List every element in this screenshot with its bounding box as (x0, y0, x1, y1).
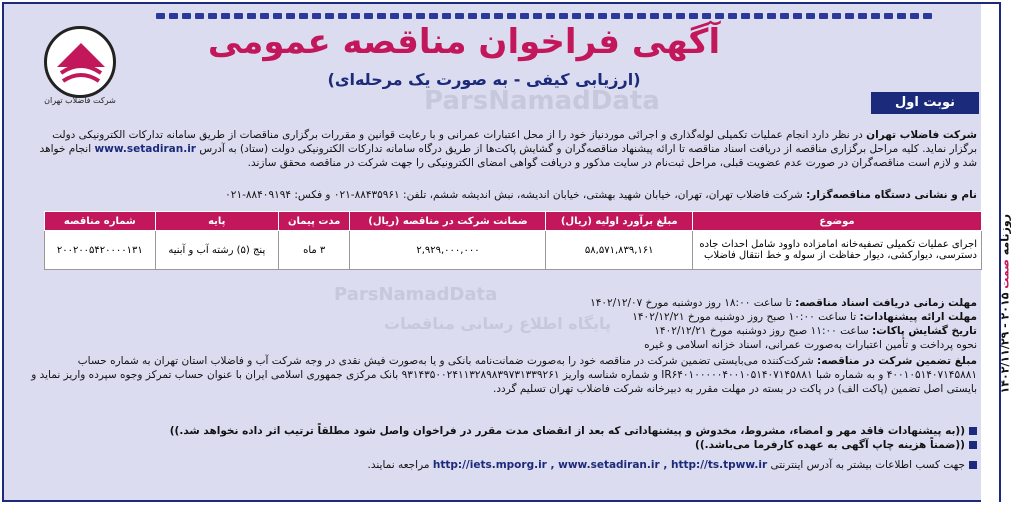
cell-number: ۲۰۰۲۰۰۵۴۲۰۰۰۰۱۳۱ (45, 231, 156, 270)
setad-link[interactable]: www.setadiran.ir (94, 143, 196, 155)
col-duration: مدت پیمان (278, 212, 349, 231)
paper-brand: صمت (998, 259, 1011, 289)
note-2-text: ((ضمناً هزینه چاپ آگهی به عهده کارفرما می‌باشد.)) (695, 439, 965, 451)
notice-title: آگهی فراخوان مناقصه عمومی (207, 22, 721, 62)
watermark-persian: پایگاه اطلاع رسانی مناقصات (384, 314, 612, 333)
address-text: شرکت فاضلاب تهران، تهران، خیابان شهید بهشتی، خیابان اندیشه، نبش اندیشه ششم، تلفن: ۸۸۴۳۵۹۶۱-۰۲۱ و فکس: ۸۸۴۰۹۱۹۴-۰۲۱ (225, 189, 807, 201)
company-logo-icon (44, 26, 116, 98)
intro-text-2: انجام خواهد شد و لازم است مناقصه‌گران در صورت عدم عضویت قبلی، مراحل ثبت‌نام در سایت مذکور و دریافت گواهی امضای الکترونیکی را جهت شرکت در مناقصه محقق سازند. (39, 143, 977, 169)
opening-date (24, 324, 977, 338)
cell-subject: اجرای عملیات تکمیلی تصفیه‌خانه امامزاده داوود شامل احداث جاده دسترسی، دیوارکشی، دیوار حفاظت از سوله و خط انتقال فاضلاب (693, 231, 982, 270)
address-line (24, 188, 977, 202)
payment-method: نحوه پرداخت و تأمین اعتبارات به‌صورت عمرانی، اسناد خزانه اسلامی و غیره (644, 339, 977, 351)
intro-paragraph (24, 128, 977, 170)
cell-grade: پنج (۵) رشته آب و آبنیه (155, 231, 278, 270)
bullet-icon (969, 427, 977, 435)
top-dot-border (154, 4, 934, 12)
note-3 (24, 458, 977, 472)
notice-subtitle: (ارزیابی کیفی - به صورت یک مرحله‌ای) (327, 70, 641, 89)
cell-duration: ۳ ماه (278, 231, 349, 270)
watermark-top: ParsNamadData (424, 86, 660, 116)
bullet-icon (969, 461, 977, 469)
address-label: نام و نشانی دستگاه مناقصه‌گزار: (806, 189, 977, 201)
offer-label: مهلت ارائه پیشنهادات: (859, 311, 977, 323)
intro-lead: شرکت فاضلاب تهران (866, 129, 977, 141)
bullet-icon (969, 441, 977, 449)
note-1 (24, 424, 977, 438)
note-3-post: مراجعه نمایند. (367, 459, 433, 471)
docs-label: مهلت زمانی دریافت اسناد مناقصه: (795, 297, 977, 309)
offer-deadline (24, 310, 977, 324)
col-estimate: مبلغ برآورد اولیه (ریال) (546, 212, 693, 231)
open-value: ساعت ۱۱:۰۰ صبح روز دوشنبه مورخ ۱۴۰۲/۱۲/۲۱ (654, 325, 873, 337)
docs-deadline (24, 296, 977, 310)
guarantee-text: شرکت‌کننده می‌بایستی تضمین شرکت در مناقصه خود را به‌صورت ضمانت‌نامه بانکی و یا به‌صورت فیش نقدی در وجه شرکت آب و فاضلاب استان تهران به شماره حساب ۴۰۰۱۰۵۱۴۰۷۱۴۵۸۸۱ و به شماره شبا IR۶۴۰۱۰۰۰۰۰۴۰۰۱۰۵۱۴۰۷۱۴۵۸۸۱ و شماره شناسه واریز ۹۳۱۴۳۵۰۰۲۴۱۱۳۲۸۹۸۳۹۷۳۱۳۳۹۲۶۱ بانک مرکزی جمهوری اسلامی ایران با عنوان حساب تمرکز وجوه سپرده واریز نماید و بایستی اصل تضمین (پاکت الف) در پاکت در بسته در مهلت مقرر به دبیرخانه شرکت فاضلاب تهران تسلیم گردد. (31, 355, 977, 395)
col-number: شماره مناقصه (45, 212, 156, 231)
newspaper-label (998, 214, 1011, 393)
watermark-middle: ParsNamadData (334, 284, 498, 305)
table-header-row (45, 212, 982, 231)
tender-notice (2, 2, 1011, 502)
guarantee-label: مبلغ تضمین شرکت در مناقصه: (817, 355, 977, 367)
open-label: تاریخ گشایش پاکات: (872, 325, 977, 337)
note-2 (24, 438, 977, 452)
issue-date: ۲۰۱۵ - ۱۴۰۲/۱۱/۲۹ (998, 292, 1011, 394)
round-badge: نوبت اول (871, 92, 979, 114)
info-links[interactable]: http://iets.mporg.ir , www.setadiran.ir , http://ts.tpww.ir (432, 459, 768, 471)
note-3-pre: جهت کسب اطلاعات بیشتر به آدرس اینترنتی (770, 459, 965, 471)
col-subject: موضوع (693, 212, 982, 231)
col-grade: پایه (155, 212, 278, 231)
paper-name: روزنامه (998, 214, 1011, 256)
newspaper-sidebar (981, 4, 1011, 504)
offer-value: تا ساعت ۱۰:۰۰ صبح روز دوشنبه مورخ ۱۴۰۲/۱۲/۲۱ (632, 311, 860, 323)
docs-value: تا ساعت ۱۸:۰۰ روز دوشنبه مورخ ۱۴۰۲/۱۲/۰۷ (590, 297, 796, 309)
col-guarantee: ضمانت شرکت در مناقصه (ریال) (350, 212, 546, 231)
guarantee-paragraph (24, 354, 977, 396)
deadlines (24, 296, 977, 352)
notes (24, 424, 977, 472)
table-row (45, 231, 982, 270)
note-1-text: ((به پیشنهادات فاقد مهر و امضاء، مشروط، مخدوش و پیشنهاداتی که بعد از انقضای مدت مقرر در فراخوان واصل شود مطلقاً ترتیب اثر داده نخواهد شد.)) (169, 425, 965, 437)
logo-caption: شرکت فاضلاب تهران (44, 96, 116, 105)
intro-text: در نظر دارد انجام عملیات تکمیلی لوله‌گذاری و اجرائی موردنیاز خود را از محل اعتبارات عمرانی و با رعایت قوانین و مقررات برگزاری مناقصات از طریق سامانه تدارکات الکترونیکی دولت برگزار نماید. کلیه مراحل برگزاری مناقصه از دریافت اسناد مناقصه تا ارائه پیشنهاد مناقصه‌گران و گشایش پاکت‌ها از طریق درگاه سامانه تدارکات الکترونیکی دولت (ستاد) به آدرس (52, 129, 977, 155)
cell-estimate: ۵۸,۵۷۱,۸۳۹,۱۶۱ (546, 231, 693, 270)
cell-guarantee: ۲,۹۲۹,۰۰۰,۰۰۰ (350, 231, 546, 270)
tender-table (44, 211, 982, 270)
